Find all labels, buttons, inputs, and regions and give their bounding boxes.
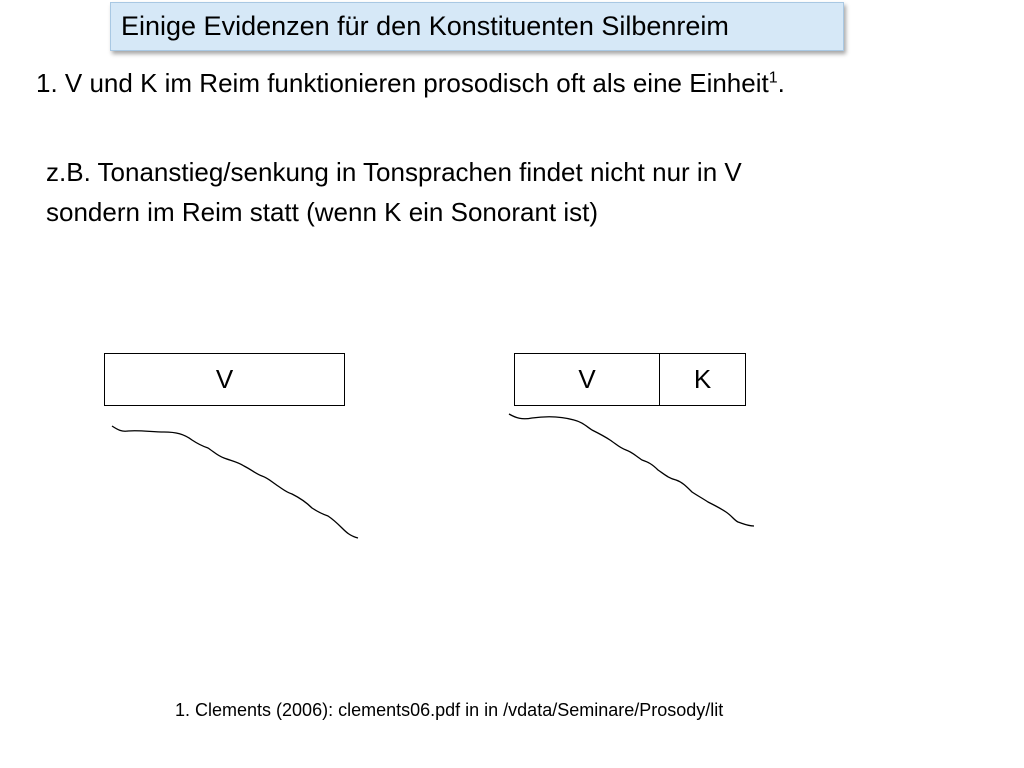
vowel-label-left: V (215, 364, 234, 394)
pitch-contour-right (509, 414, 754, 526)
rhyme-box-right (514, 353, 746, 406)
point-one (36, 68, 785, 99)
pitch-contour-left (112, 426, 358, 538)
example-line-1: z.B. Tonanstieg/senkung in Tonsprachen findet nicht nur in V (46, 157, 742, 187)
slide-title (110, 2, 844, 51)
example-line-2: sondern im Reim statt (wenn K ein Sonorant ist) (46, 197, 599, 227)
footnote: 1. Clements (2006): clements06.pdf in in /vdata/Seminare/Prosody/lit (175, 700, 724, 720)
vowel-box-left (104, 353, 345, 406)
example-text (46, 152, 742, 232)
footnote-ref: 1 (768, 69, 778, 87)
point-one-text: 1. V und K im Reim funktionieren prosodisch oft als eine Einheit (36, 68, 769, 98)
point-one-end: . (777, 68, 785, 98)
slide-title-text: Einige Evidenzen für den Konstituenten Silbenreim (121, 11, 729, 41)
vowel-cell-right (515, 354, 660, 405)
consonant-cell-right (660, 354, 745, 405)
vowel-label-right: V (578, 364, 596, 394)
consonant-label-right: K (693, 364, 712, 394)
